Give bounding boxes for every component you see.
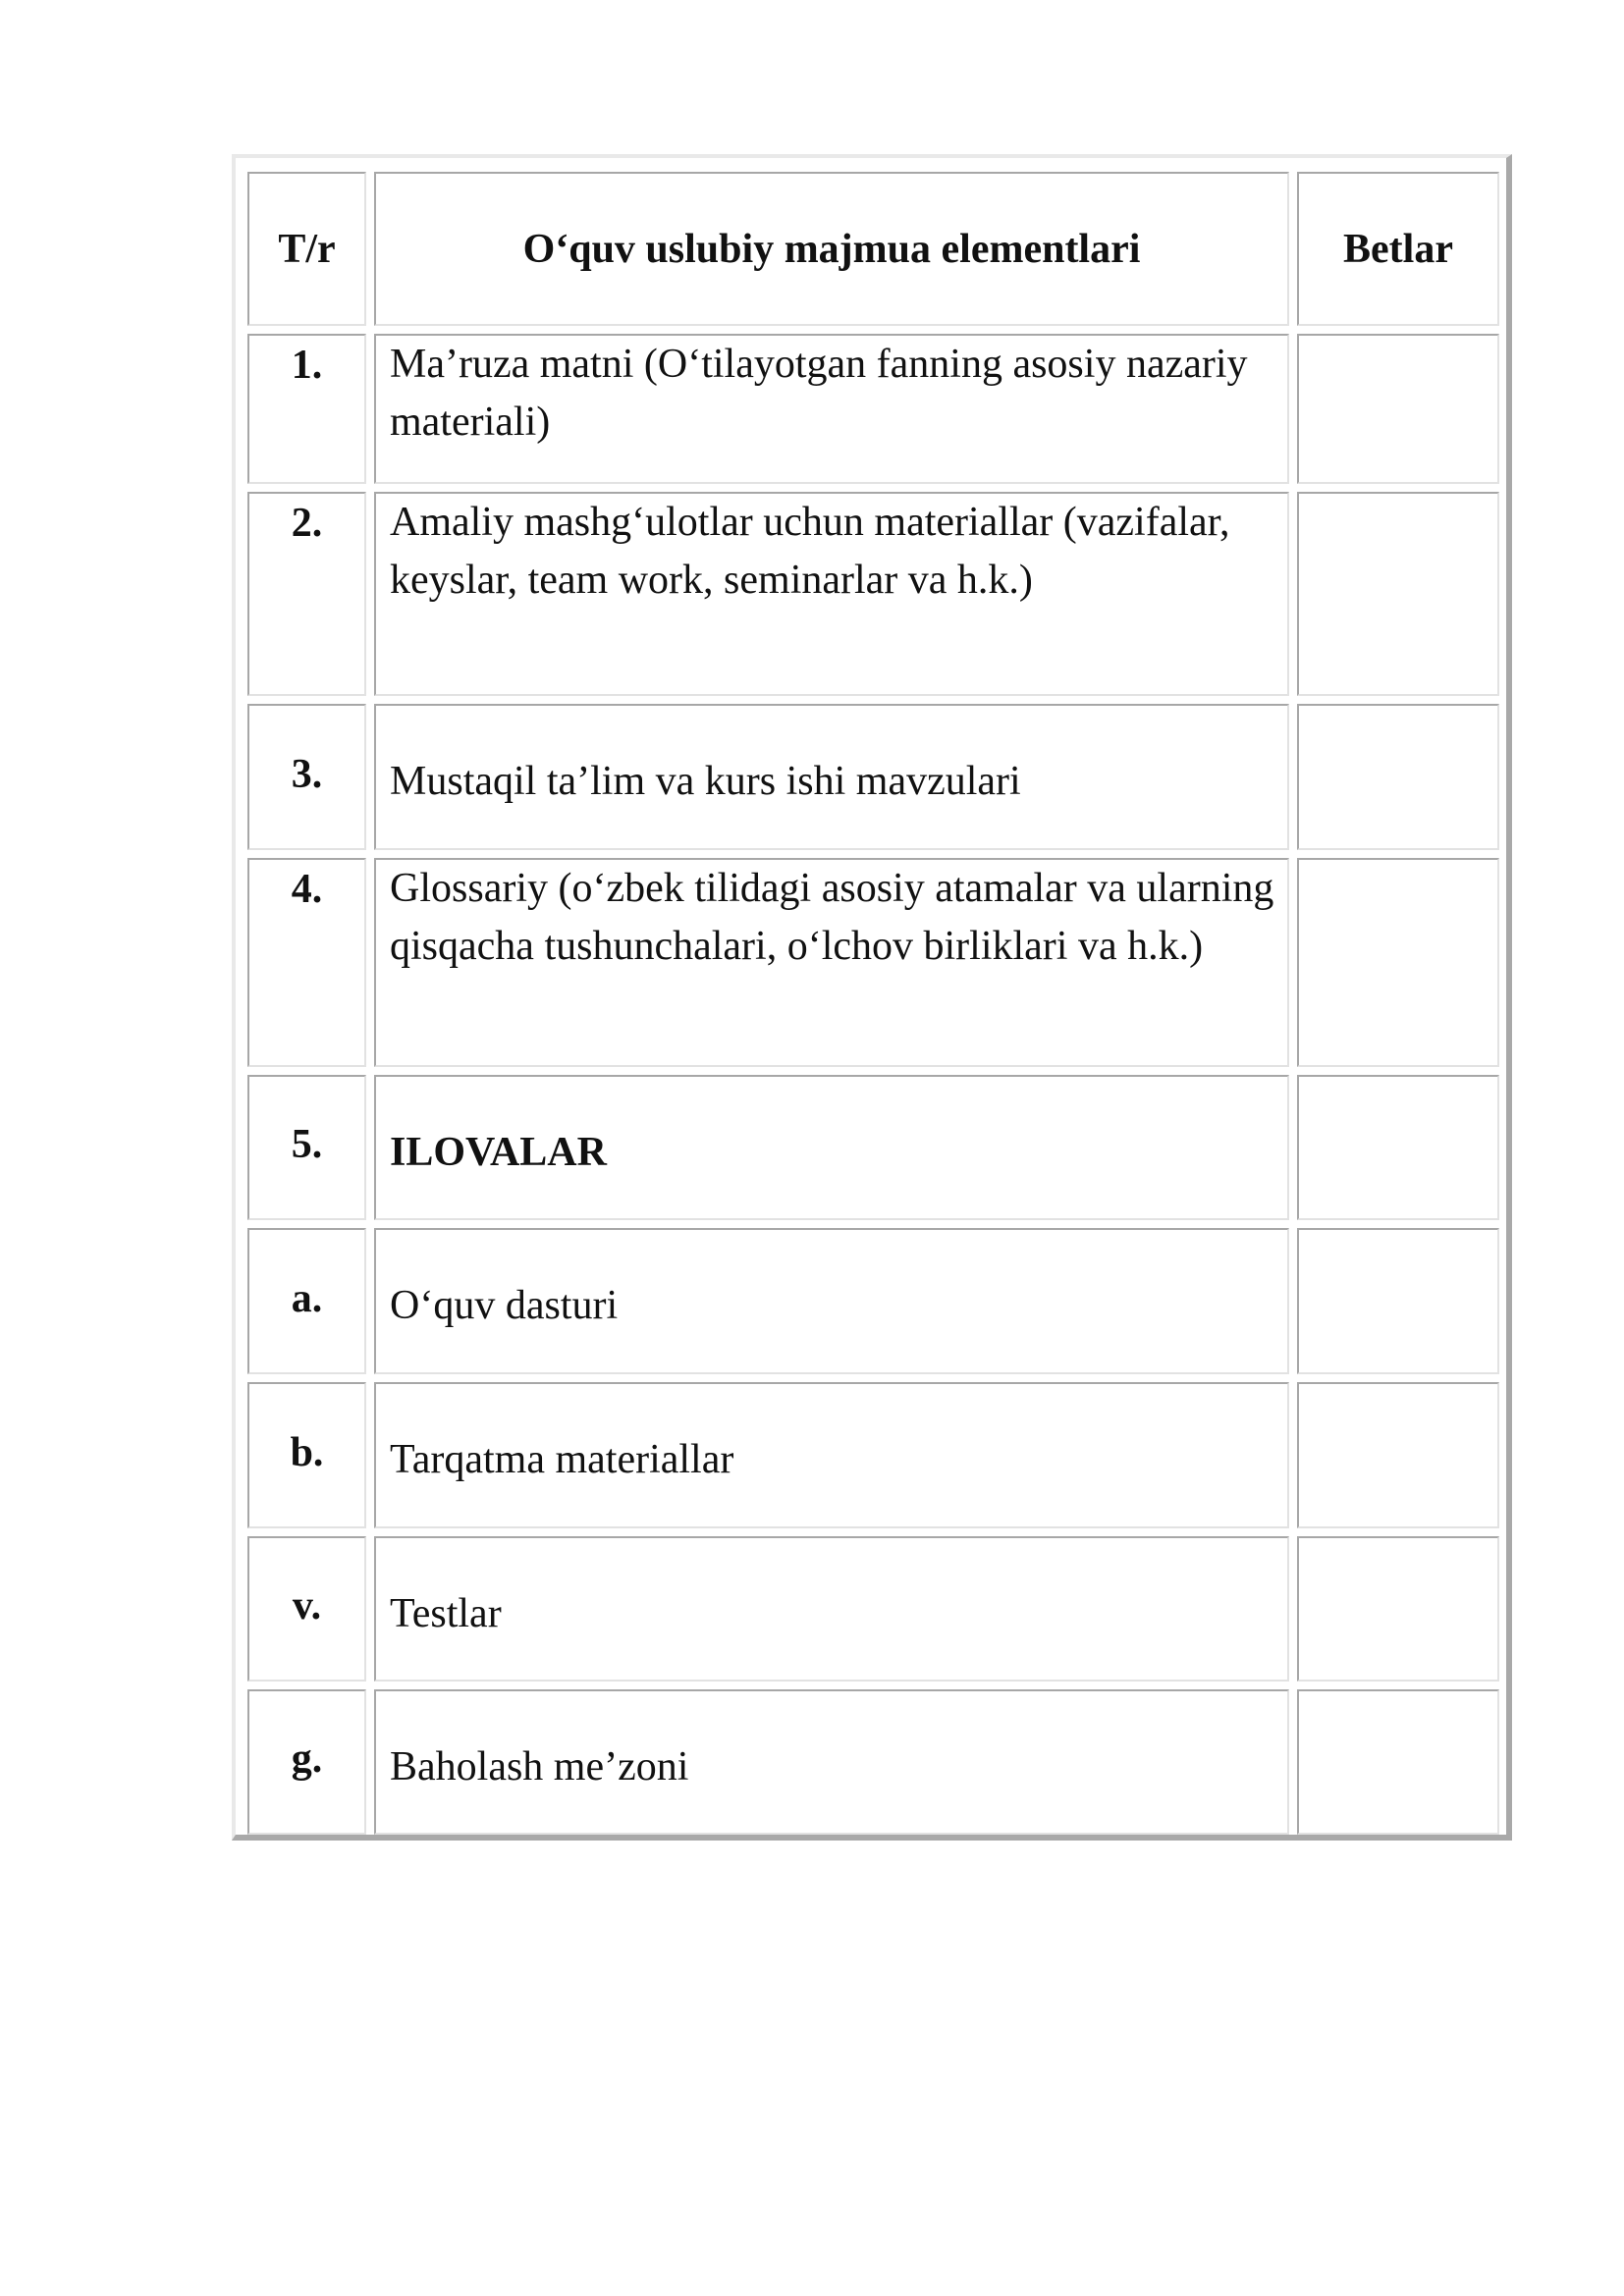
row-element: Amaliy mashg‘ulotlar uchun materiallar (vazifalar, keyslar, team work, seminarlar va h.k.) [374, 492, 1289, 696]
row-element: Ma’ruza matni (O‘tilayotgan fanning asosiy nazariy materiali) [374, 334, 1289, 484]
row-number: 4. [247, 858, 366, 1067]
table-row [247, 1536, 1499, 1682]
row-element: Baholash me’zoni [374, 1689, 1289, 1835]
header-pages: Betlar [1343, 226, 1453, 272]
row-element: O‘quv dasturi [374, 1228, 1289, 1374]
row-number: 1. [247, 334, 366, 484]
row-pages [1297, 492, 1499, 696]
row-number: 2. [247, 492, 366, 696]
table-row [247, 858, 1499, 1067]
row-element: Testlar [374, 1536, 1289, 1682]
row-pages [1297, 704, 1499, 850]
header-pages-cell [1297, 172, 1499, 326]
row-pages [1297, 1228, 1499, 1374]
table-row [247, 1075, 1499, 1220]
row-pages [1297, 334, 1499, 484]
table-row [247, 492, 1499, 696]
table-header-row [247, 172, 1499, 326]
row-number: 5. [247, 1075, 366, 1220]
table-row [247, 704, 1499, 850]
contents-table-frame [232, 154, 1512, 1841]
table-row [247, 1382, 1499, 1528]
row-element: Glossariy (o‘zbek tilidagi asosiy atamalar va ularning qisqacha tushunchalari, o‘lchov birliklari va h.k.) [374, 858, 1289, 1067]
row-element: Tarqatma materiallar [374, 1382, 1289, 1528]
row-number: a. [247, 1228, 366, 1374]
row-number: b. [247, 1382, 366, 1528]
table-row [247, 334, 1499, 484]
table-row [247, 1689, 1499, 1835]
contents-table [240, 164, 1507, 1842]
row-number: g. [247, 1689, 366, 1835]
row-number: v. [247, 1536, 366, 1682]
header-element-cell [374, 172, 1289, 326]
header-number: T/r [278, 226, 336, 272]
row-pages [1297, 1689, 1499, 1835]
row-element: Mustaqil ta’lim va kurs ishi mavzulari [374, 704, 1289, 850]
table-row [247, 1228, 1499, 1374]
row-pages [1297, 1075, 1499, 1220]
row-pages [1297, 1382, 1499, 1528]
header-number-cell [247, 172, 366, 326]
row-number: 3. [247, 704, 366, 850]
row-element: ILOVALAR [374, 1075, 1289, 1220]
row-pages [1297, 1536, 1499, 1682]
row-pages [1297, 858, 1499, 1067]
header-element: O‘quv uslubiy majmua elementlari [522, 226, 1141, 272]
